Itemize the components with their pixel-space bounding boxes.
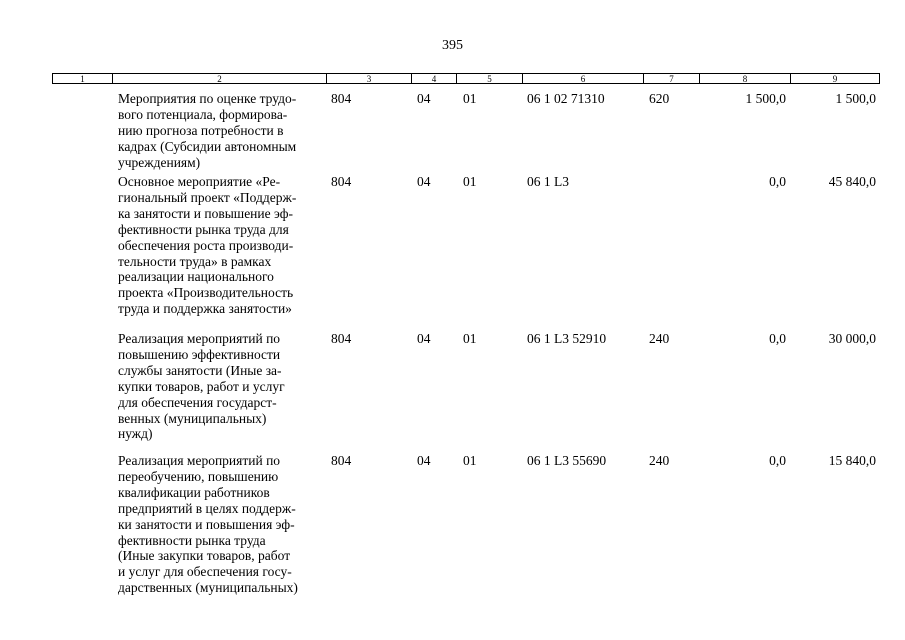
description-line: для обеспечения государст- xyxy=(118,394,277,410)
column-header-4: 4 xyxy=(411,74,456,83)
cell-target-article: 06 1 L3 52910 xyxy=(527,331,607,346)
cell-section-code: 04 xyxy=(417,453,431,468)
row-description xyxy=(118,453,326,596)
description-line: Мероприятия по оценке трудо- xyxy=(118,91,297,106)
description-line: учреждениям) xyxy=(118,154,201,170)
column-header-3: 3 xyxy=(326,74,411,83)
description-line: Реализация мероприятий по xyxy=(118,453,281,468)
cell-section-code: 04 xyxy=(417,174,431,189)
description-line: венных (муниципальных) xyxy=(118,410,267,426)
description-line: купки товаров, работ и услуг xyxy=(118,378,285,394)
cell-ministry-code: 804 xyxy=(331,91,352,106)
description-line: переобучению, повышению xyxy=(118,468,279,484)
cell-target-article: 06 1 L3 55690 xyxy=(527,453,607,468)
row-description xyxy=(118,331,326,442)
table-header-row xyxy=(52,73,880,84)
column-header-9: 9 xyxy=(790,74,879,83)
cell-expense-type: 620 xyxy=(649,91,670,106)
cell-section-code: 04 xyxy=(417,331,431,346)
description-line: реализации национального xyxy=(118,269,274,285)
description-line: фективности рынка труда для xyxy=(118,221,289,237)
cell-amount-1: 0,0 xyxy=(769,174,786,189)
description-line: тельности труда» в рамках xyxy=(118,253,272,269)
column-header-2: 2 xyxy=(112,74,326,83)
description-line: вого потенциала, формирова- xyxy=(118,106,288,122)
description-line: повышению эффективности xyxy=(118,346,281,362)
cell-amount-1: 1 500,0 xyxy=(745,91,786,106)
description-line: и услуг для обеспечения госу- xyxy=(118,564,292,580)
column-header-1: 1 xyxy=(80,74,85,84)
description-line: ки занятости и повышения эф- xyxy=(118,516,295,532)
cell-expense-type: 240 xyxy=(649,453,670,468)
column-header-8: 8 xyxy=(699,74,790,83)
description-line: нужд) xyxy=(118,426,153,442)
column-header-5: 5 xyxy=(456,74,522,83)
description-line: Реализация мероприятий по xyxy=(118,331,281,346)
description-line: (Иные закупки товаров, работ xyxy=(118,548,291,564)
cell-ministry-code: 804 xyxy=(331,331,352,346)
cell-subsection-code: 01 xyxy=(463,91,477,106)
description-line: гиональный проект «Поддерж- xyxy=(118,189,297,205)
page-number: 395 xyxy=(442,38,463,53)
description-line: фективности рынка труда xyxy=(118,532,266,548)
cell-ministry-code: 804 xyxy=(331,174,352,189)
description-line: труда и поддержка занятости» xyxy=(118,301,292,317)
description-line: службы занятости (Иные за- xyxy=(118,362,282,378)
cell-amount-1: 0,0 xyxy=(769,331,786,346)
description-line: нию прогноза потребности в xyxy=(118,122,284,138)
cell-amount-1: 0,0 xyxy=(769,453,786,468)
description-line: предприятий в целях поддерж- xyxy=(118,500,296,516)
description-line: Основное мероприятие «Ре- xyxy=(118,174,281,189)
cell-amount-2: 1 500,0 xyxy=(835,91,876,106)
cell-ministry-code: 804 xyxy=(331,453,352,468)
description-line: дарственных (муниципальных) xyxy=(118,580,298,596)
cell-target-article: 06 1 L3 xyxy=(527,174,569,189)
cell-subsection-code: 01 xyxy=(463,174,477,189)
cell-subsection-code: 01 xyxy=(463,453,477,468)
cell-target-article: 06 1 02 71310 xyxy=(527,91,605,106)
description-line: ка занятости и повышение эф- xyxy=(118,205,293,221)
description-line: кадрах (Субсидии автономным xyxy=(118,138,297,154)
cell-expense-type: 240 xyxy=(649,331,670,346)
cell-amount-2: 30 000,0 xyxy=(828,331,876,346)
column-header-7: 7 xyxy=(643,74,699,83)
row-description xyxy=(118,174,326,317)
description-line: проекта «Производительность xyxy=(118,285,294,301)
cell-amount-2: 15 840,0 xyxy=(828,453,876,468)
description-line: квалификации работников xyxy=(118,484,270,500)
cell-subsection-code: 01 xyxy=(463,331,477,346)
cell-section-code: 04 xyxy=(417,91,431,106)
cell-amount-2: 45 840,0 xyxy=(828,174,876,189)
description-line: обеспечения роста производи- xyxy=(118,237,294,253)
row-description xyxy=(118,91,326,171)
column-header-6: 6 xyxy=(522,74,643,83)
